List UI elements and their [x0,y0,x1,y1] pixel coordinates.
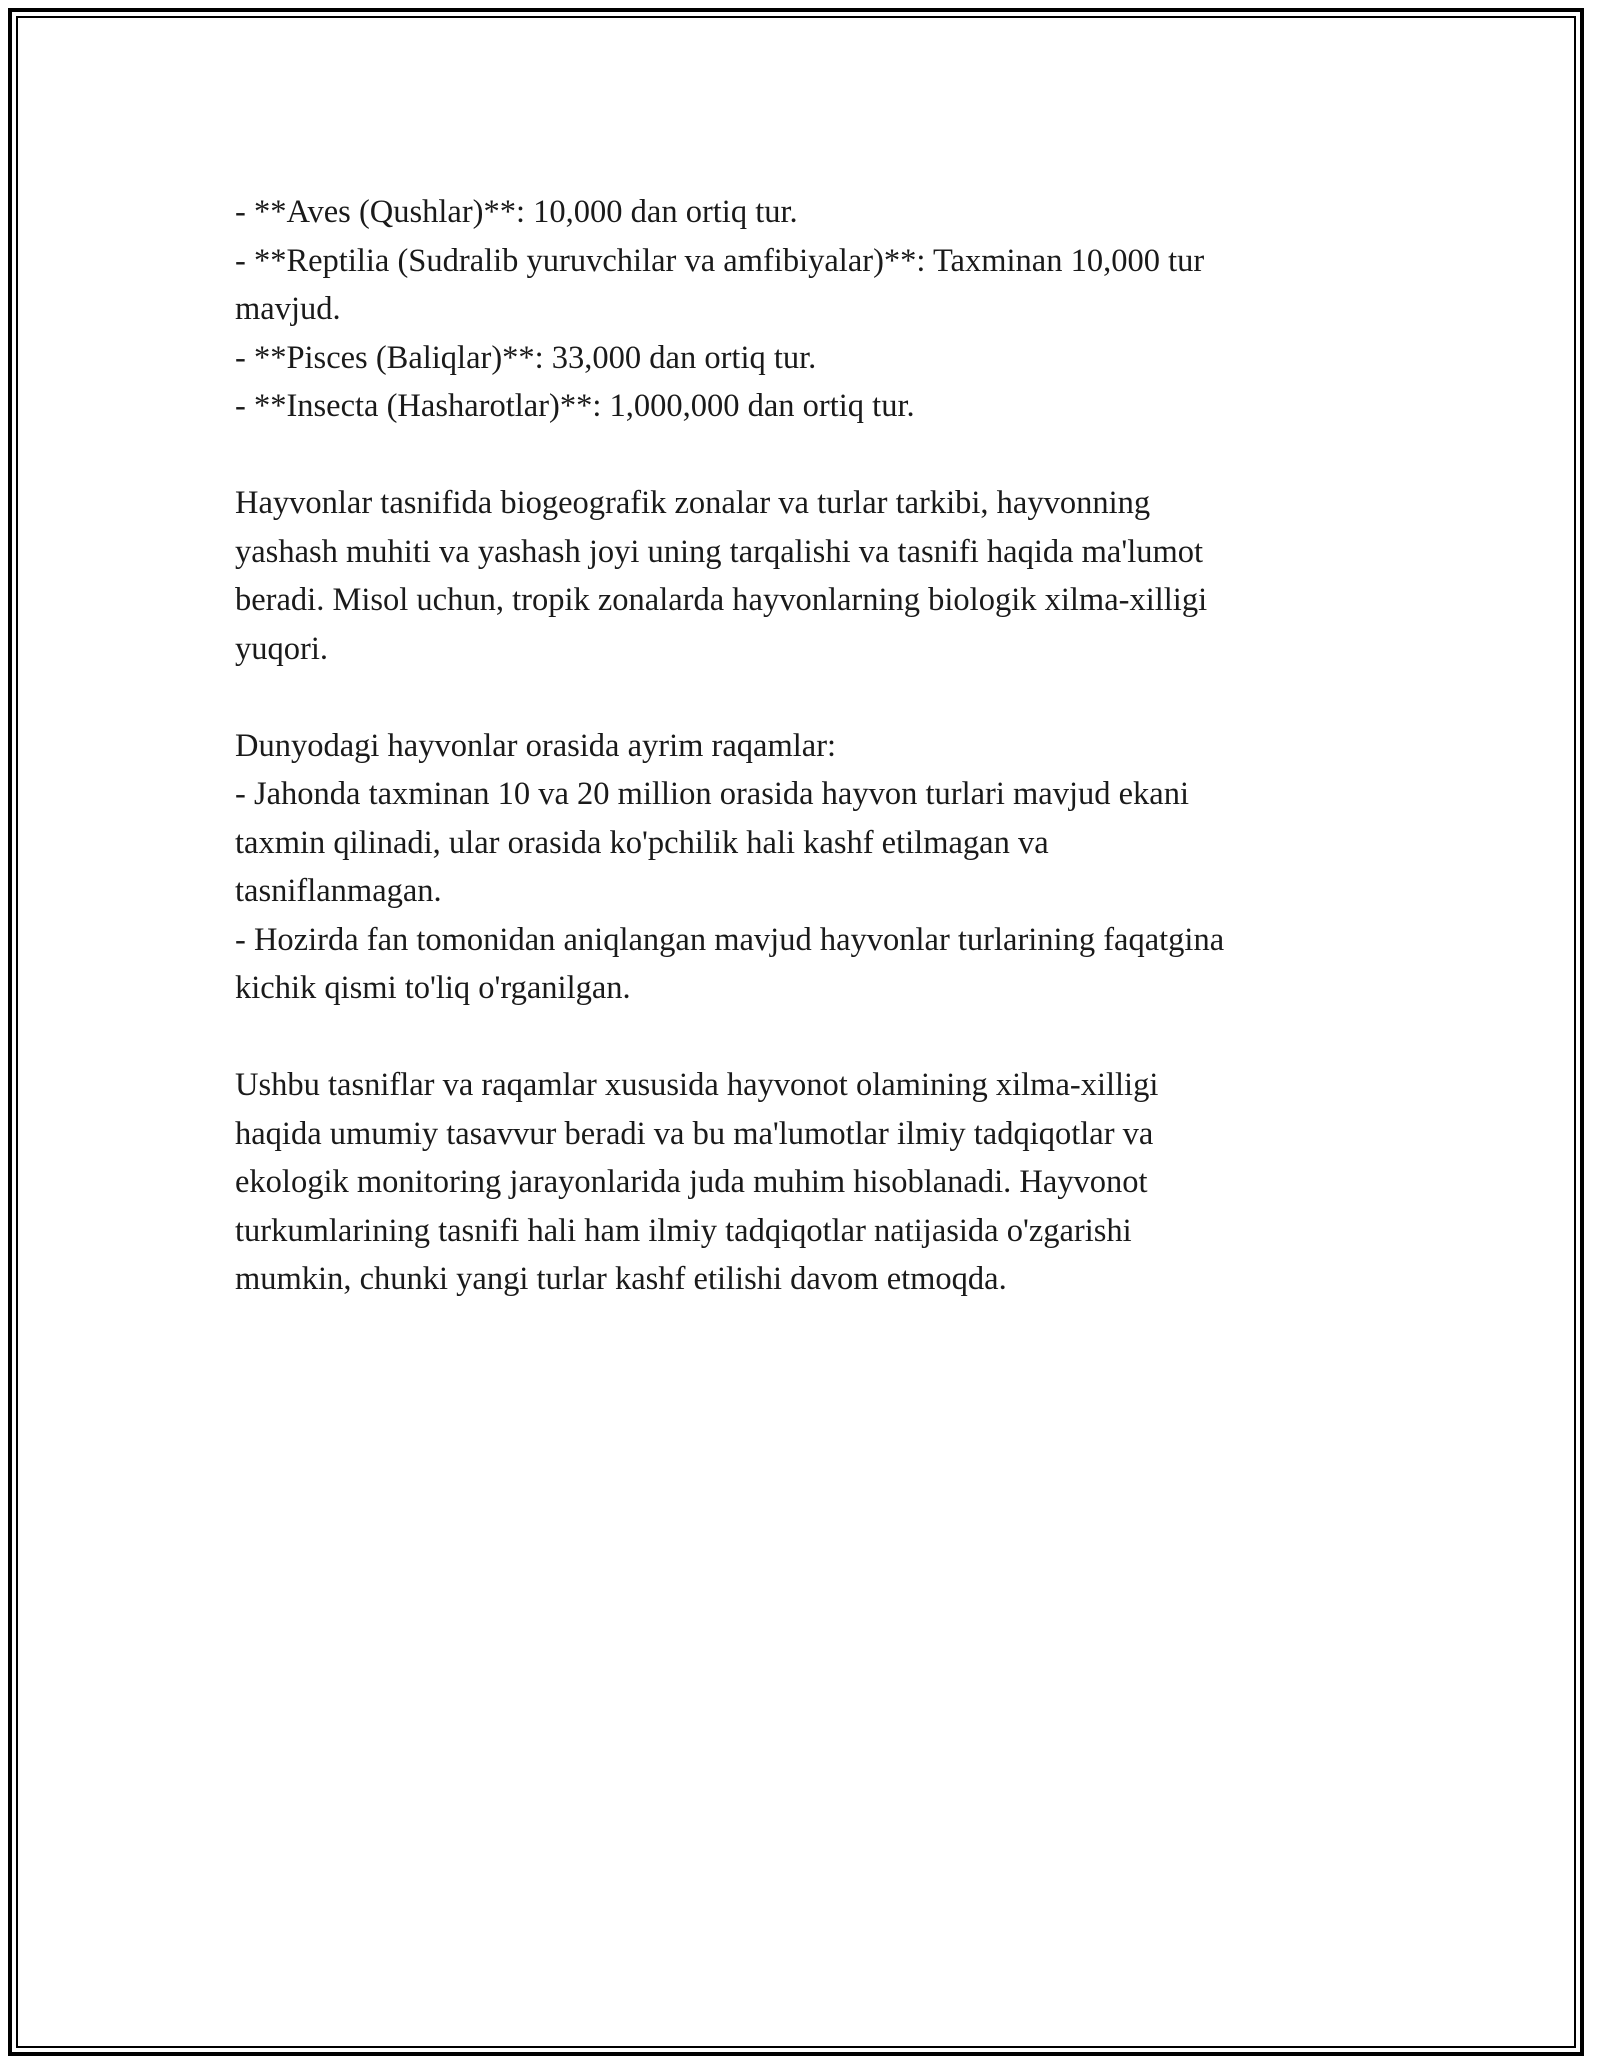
paragraph-conclusion [235,1061,1365,1304]
text-line: yuqori. [235,630,328,667]
list-item-insecta: - **Insecta (Hasharotlar)**: 1,000,000 dan ortiq tur. [235,388,915,424]
text-line: tasniflanmagan. [235,873,442,909]
text-line: Dunyodagi hayvonlar orasida ayrim raqamlar: [235,727,837,764]
text-line: - Hozirda fan tomonidan aniqlangan mavjud hayvonlar turlarining faqatgina [235,921,1225,958]
species-count-list [235,188,1365,431]
list-item-aves: - **Aves (Qushlar)**: 10,000 dan ortiq tur. [235,194,798,230]
paragraph-gap [235,1013,1365,1062]
document-body [235,188,1365,1304]
list-item-reptilia: - **Reptilia (Sudralib yuruvchilar va amfibiyalar)**: Taxminan 10,000 tur [235,242,1205,279]
list-item-reptilia-cont: mavjud. [235,291,341,327]
text-line: Ushbu tasniflar va raqamlar xususida hayvonot olamining xilma-xilligi [235,1067,1159,1103]
text-line: haqida umumiy tasavvur beradi va bu ma'lumotlar ilmiy tadqiqotlar va [235,1115,1154,1152]
text-line: turkumlarining tasnifi hali ham ilmiy tadqiqotlar natijasida o'zgarishi [235,1212,1132,1249]
text-line: - Jahonda taxminan 10 va 20 million orasida hayvon turlari mavjud ekani [235,776,1190,812]
text-line: Hayvonlar tasnifida biogeografik zonalar va turlar tarkibi, hayvonning [235,485,1151,521]
text-line: mumkin, chunki yangi turlar kashf etilishi davom etmoqda. [235,1261,1007,1297]
paragraph-gap [235,431,1365,480]
text-line: yashash muhiti va yashash joyi uning tarqalishi va tasnifi haqida ma'lumot [235,533,1204,570]
text-line: taxmin qilinadi, ular orasida ko'pchilik hali kashf etilmagan va [235,824,1049,861]
paragraph-gap [235,673,1365,722]
text-line: ekologik monitoring jarayonlarida juda muhim hisoblanadi. Hayvonot [235,1164,1148,1200]
text-line: beradi. Misol uchun, tropik zonalarda hayvonlarning biologik xilma-xilligi [235,582,1208,618]
paragraph-world-figures [235,722,1365,1013]
text-line: kichik qismi to'liq o'rganilgan. [235,970,631,1006]
list-item-pisces: - **Pisces (Baliqlar)**: 33,000 dan ortiq tur. [235,339,817,376]
paragraph-biogeography [235,479,1365,673]
